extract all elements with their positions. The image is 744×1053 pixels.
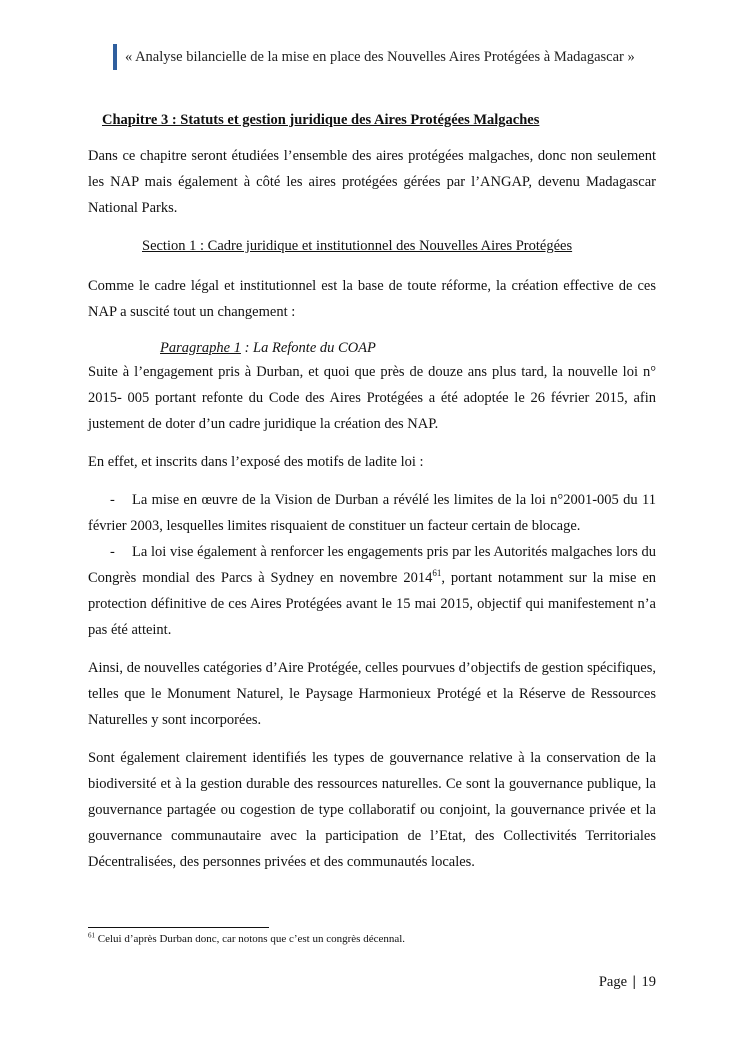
section-intro-paragraph: Comme le cadre légal et institutionnel est la base de toute réforme, la création effective de ces NAP a suscité tout un changement : xyxy=(88,278,656,320)
chapter-title: Chapitre 3 : Statuts et gestion juridique des Aires Protégées Malgaches xyxy=(102,112,540,128)
paragraph-label: Paragraphe 1 xyxy=(160,340,241,356)
page-body xyxy=(88,108,656,875)
intro-paragraph: Dans ce chapitre seront étudiées l’ensemble des aires protégées malgaches, donc non seulement les NAP mais également à côté les aires protégées gérées par l’ANGAP, devenu Madagascar National Parks. xyxy=(88,148,656,216)
footnote-text: Celui d’après Durban donc, car notons que c’est un congrès décennal. xyxy=(95,933,406,945)
header-title: « Analyse bilancielle de la mise en place des Nouvelles Aires Protégées à Madagascar » xyxy=(125,48,635,65)
page-label: Page xyxy=(598,974,628,990)
section-title: Section 1 : Cadre juridique et institutionnel des Nouvelles Aires Protégées xyxy=(142,238,573,254)
page-number-value: 19 xyxy=(641,974,656,990)
page-separator: | xyxy=(632,974,636,990)
list-dash: - xyxy=(110,544,115,560)
categories-paragraph: Ainsi, de nouvelles catégories d’Aire Protégée, celles pourvues d’objectifs de gestion spécifiques, telles que le Monument Naturel, le Paysage Harmonieux Protégé et la Réserve de Ressources Naturelles y sont incorporées. xyxy=(88,660,656,728)
motifs-intro: En effet, et inscrits dans l’exposé des motifs de ladite loi : xyxy=(88,454,424,470)
running-header xyxy=(113,44,635,70)
paragraph-heading xyxy=(160,337,656,359)
governance-paragraph: Sont également clairement identifiés les types de gouvernance relative à la conservation de la biodiversité et à la gestion durable des ressources naturelles. Ce sont la gouvernance publique, la gouvernance partagée ou cogestion de type collaboratif ou conjoint, la gouvernance privée et la gouvernance communautaire avec la participation de l’Etat, des Collectivités Territoriales Décentralisées, des personnes privées et des communautés locales. xyxy=(88,750,656,870)
footnote-reference[interactable]: 61 xyxy=(432,568,442,579)
footnote-divider xyxy=(88,927,269,928)
footnote-number: 61 xyxy=(88,931,95,940)
header-accent-bar xyxy=(113,44,117,70)
list-item-text: La mise en œuvre de la Vision de Durban a révélé les limites de la loi n°2001-005 du 11 février 2003, lesquelles limites risquaient de constituer un facteur certain de blocage. xyxy=(88,492,656,534)
list-item-text-continued: , portant notamment sur la mise en protection définitive de ces Aires Protégées avant le 15 mai 2015, objectif qui manifestement n’a pas été atteint. xyxy=(88,570,656,638)
list-item-text: La loi vise également à renforcer les engagements pris par les Autorités malgaches lors du Congrès mondial des Parcs à Sydney en novembre 2014 xyxy=(88,544,656,586)
list-item xyxy=(88,487,656,539)
paragraph-title-rest: : La Refonte du COAP xyxy=(240,340,376,356)
list-dash: - xyxy=(110,492,115,508)
page-number xyxy=(599,974,656,991)
footnote xyxy=(88,932,405,946)
refonte-paragraph: Suite à l’engagement pris à Durban, et quoi que près de douze ans plus tard, la nouvelle loi n° 2015- 005 portant refonte du Code des Aires Protégées a été adoptée le 26 février 2015, afin justement de doter d’un cadre juridique la création des NAP. xyxy=(88,364,656,432)
list-item xyxy=(88,539,656,643)
